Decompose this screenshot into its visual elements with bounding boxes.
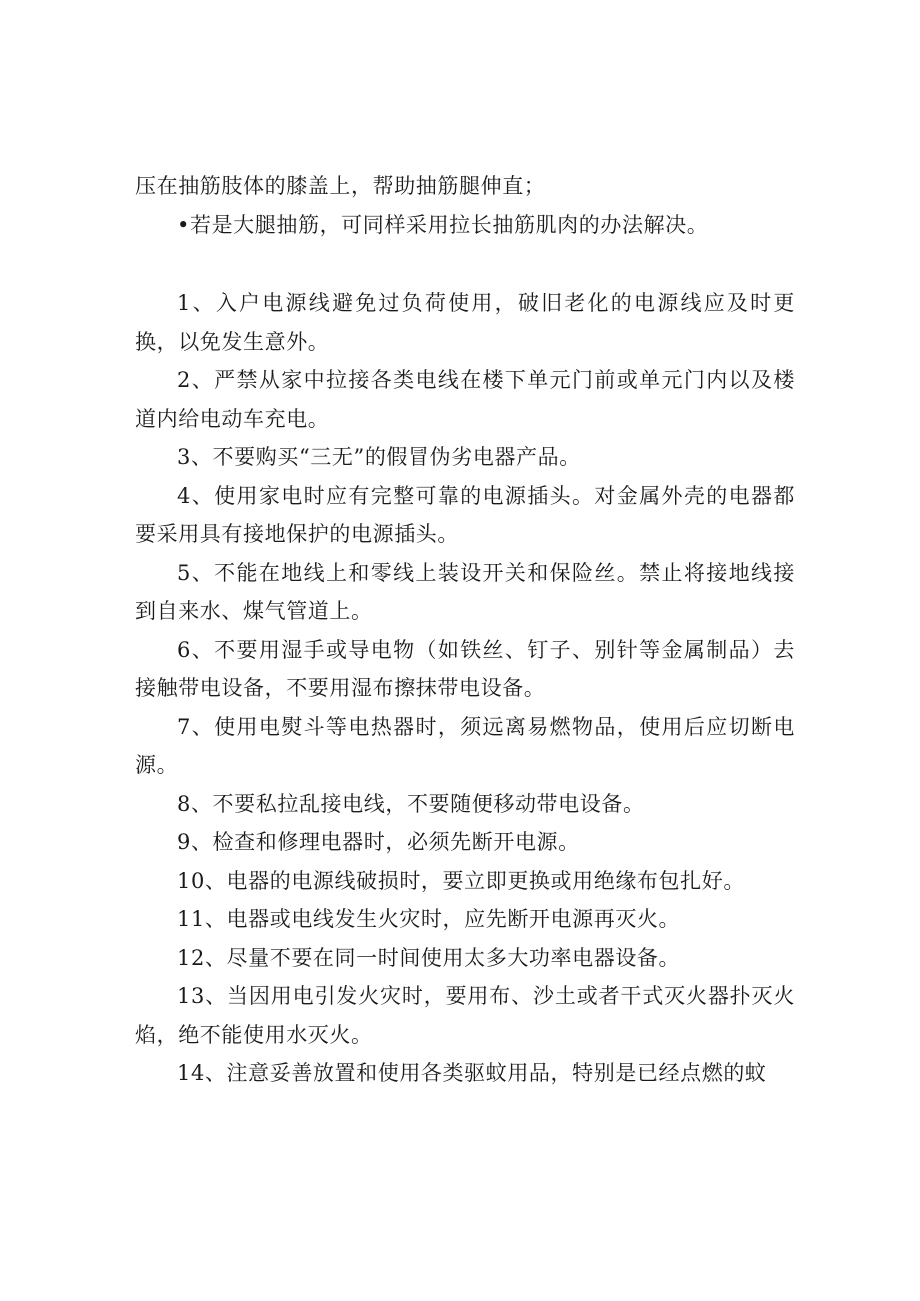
section-spacer bbox=[135, 244, 795, 284]
safety-item-1: 1、入户电源线避免过负荷使用，破旧老化的电源线应及时更换，以免发生意外。 bbox=[135, 291, 795, 354]
document-body bbox=[135, 167, 795, 1093]
safety-item-11: 11、电器或电线发生火灾时，应先断开电源再灭火。 bbox=[177, 907, 681, 931]
safety-item-5: 5、不能在地线上和零线上装设开关和保险丝。禁止将接地线接到自来水、煤气管道上。 bbox=[135, 560, 795, 623]
safety-item-7: 7、使用电熨斗等电热器时，须远离易燃物品，使用后应切断电源。 bbox=[135, 714, 795, 777]
safety-item-9: 9、检查和修理电器时，必须先断开电源。 bbox=[177, 830, 580, 854]
intro-paragraph-2: •若是大腿抽筋，可同样采用拉长抽筋肌肉的办法解决。 bbox=[177, 212, 709, 237]
safety-item-3: 3、不要购买“三无”的假冒伪劣电器产品。 bbox=[177, 445, 581, 469]
safety-item-6: 6、不要用湿手或导电物（如铁丝、钉子、别针等金属制品）去接触带电设备，不要用湿布擦抹带电设备。 bbox=[135, 637, 795, 700]
safety-item-4: 4、使用家电时应有完整可靠的电源插头。对金属外壳的电器都要采用具有接地保护的电源插头。 bbox=[135, 483, 795, 546]
safety-item-13: 13、当因用电引发火灾时，要用布、沙土或者干式灭火器扑灭火焰，绝不能使用水灭火。 bbox=[135, 984, 795, 1047]
safety-item-10: 10、电器的电源线破损时，要立即更换或用绝缘布包扎好。 bbox=[177, 868, 745, 893]
safety-item-12: 12、尽量不要在同一时间使用太多大功率电器设备。 bbox=[177, 945, 681, 970]
safety-item-2: 2、严禁从家中拉接各类电线在楼下单元门前或单元门内以及楼道内给电动车充电。 bbox=[135, 368, 795, 431]
safety-item-8: 8、不要私拉乱接电线，不要随便移动带电设备。 bbox=[177, 791, 645, 816]
safety-item-14: 14、注意妥善放置和使用各类驱蚊用品，特别是已经点燃的蚊 bbox=[177, 1061, 767, 1085]
intro-paragraph-1: 压在抽筋肢体的膝盖上，帮助抽筋腿伸直； bbox=[135, 174, 546, 198]
